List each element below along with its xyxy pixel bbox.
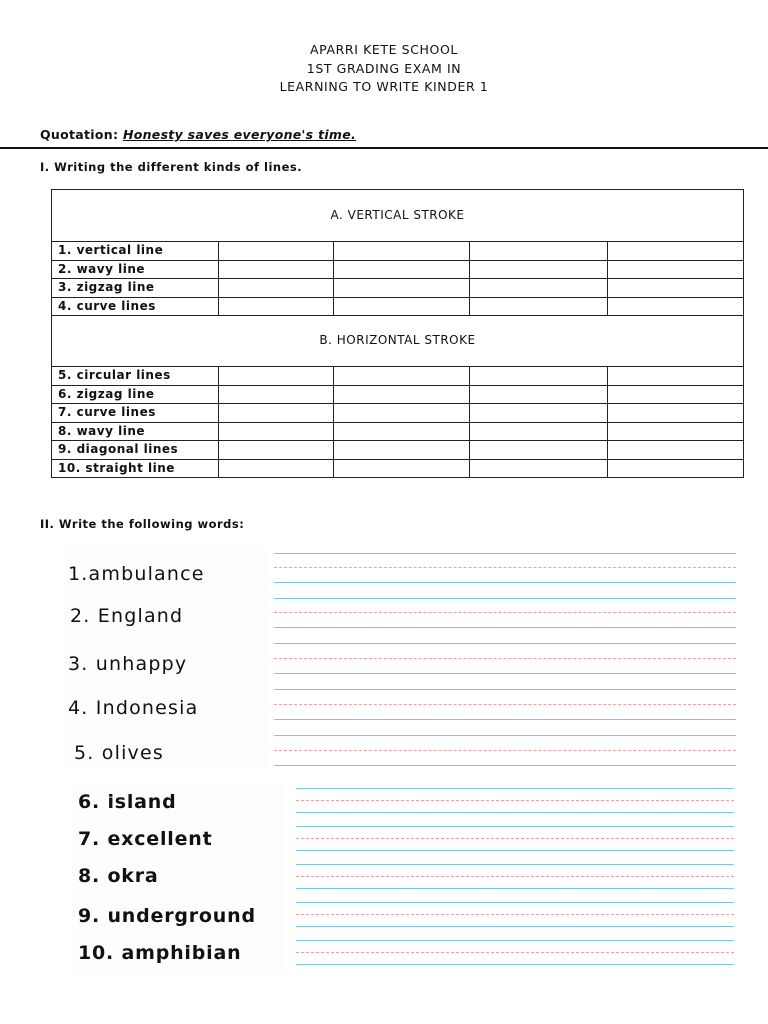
practice-cell[interactable] <box>333 367 470 386</box>
header-divider <box>0 147 768 149</box>
table-group-header <box>52 316 744 367</box>
row-label: 4. curve lines <box>52 297 219 316</box>
guide-line <box>274 765 736 766</box>
guide-line <box>274 750 736 751</box>
table-group-header <box>52 190 744 242</box>
practice-cell[interactable] <box>608 422 744 441</box>
practice-cell[interactable] <box>608 242 744 261</box>
practice-cell[interactable] <box>608 385 744 404</box>
guide-line <box>296 826 734 827</box>
practice-cell[interactable] <box>333 441 470 460</box>
row-label: 8. wavy line <box>52 422 219 441</box>
row-label: 6. zigzag line <box>52 385 219 404</box>
practice-cell[interactable] <box>218 404 333 423</box>
subject-title: LEARNING TO WRITE KINDER 1 <box>279 79 489 94</box>
row-label: 10. straight line <box>52 459 219 478</box>
practice-cell[interactable] <box>470 459 608 478</box>
exam-title: 1ST GRADING EXAM IN <box>306 60 462 76</box>
word-item: 2. England <box>70 605 184 627</box>
guide-line <box>296 926 734 927</box>
practice-cell[interactable] <box>333 297 470 316</box>
row-label: 1. vertical line <box>52 242 219 261</box>
quotation <box>40 127 356 142</box>
practice-cell[interactable] <box>218 459 333 478</box>
table-row <box>52 385 744 404</box>
practice-cell[interactable] <box>333 385 470 404</box>
practice-cell[interactable] <box>333 459 470 478</box>
practice-cell[interactable] <box>218 297 333 316</box>
practice-cell[interactable] <box>333 242 470 261</box>
guide-line <box>274 689 736 690</box>
guide-line <box>274 719 736 720</box>
row-label: 7. curve lines <box>52 404 219 423</box>
practice-cell[interactable] <box>470 422 608 441</box>
exam-header <box>0 41 768 97</box>
guide-line <box>274 627 736 628</box>
word-item: 7. excellent <box>78 828 213 850</box>
practice-cell[interactable] <box>470 404 608 423</box>
practice-cell[interactable] <box>470 367 608 386</box>
section2-title: II. Write the following words: <box>40 517 245 531</box>
guide-line <box>296 788 734 789</box>
table-row <box>52 441 744 460</box>
practice-cell[interactable] <box>333 422 470 441</box>
quotation-label: Quotation: <box>40 127 119 142</box>
word-item: 9. underground <box>78 905 256 927</box>
practice-cell[interactable] <box>470 279 608 298</box>
practice-cell[interactable] <box>218 260 333 279</box>
guide-line <box>296 850 734 851</box>
practice-cell[interactable] <box>608 441 744 460</box>
practice-cell[interactable] <box>218 441 333 460</box>
table-row <box>52 404 744 423</box>
guide-line <box>274 567 736 568</box>
table-row <box>52 279 744 298</box>
guide-line <box>296 952 734 953</box>
quotation-text: Honesty saves everyone's time. <box>122 127 357 142</box>
row-label: 3. zigzag line <box>52 279 219 298</box>
practice-cell[interactable] <box>608 459 744 478</box>
section1-title: I. Writing the different kinds of lines. <box>40 160 303 174</box>
guide-line <box>296 902 734 903</box>
practice-cell[interactable] <box>218 242 333 261</box>
table-row <box>52 367 744 386</box>
guide-line <box>296 812 734 813</box>
practice-cell[interactable] <box>470 242 608 261</box>
guide-line <box>274 643 736 644</box>
practice-cell[interactable] <box>470 385 608 404</box>
word-item: 10. amphibian <box>78 942 242 964</box>
practice-cell[interactable] <box>218 367 333 386</box>
table-row <box>52 297 744 316</box>
table-row <box>52 260 744 279</box>
table-row <box>52 459 744 478</box>
word-item: 1.ambulance <box>68 563 205 585</box>
lines-table <box>51 189 744 478</box>
guide-line <box>274 582 736 583</box>
table-row <box>52 242 744 261</box>
word-item: 6. island <box>78 791 177 813</box>
practice-cell[interactable] <box>470 297 608 316</box>
group-b-title: B. HORIZONTAL STROKE <box>52 316 744 367</box>
guide-line <box>274 598 736 599</box>
school-name: APARRI KETE SCHOOL <box>310 42 458 57</box>
word-item: 4. Indonesia <box>68 697 199 719</box>
table-row <box>52 422 744 441</box>
word-item: 8. okra <box>78 865 159 887</box>
row-label: 2. wavy line <box>52 260 219 279</box>
practice-cell[interactable] <box>608 367 744 386</box>
guide-line <box>274 658 736 659</box>
guide-line <box>274 704 736 705</box>
practice-cell[interactable] <box>218 422 333 441</box>
practice-cell[interactable] <box>333 279 470 298</box>
practice-cell[interactable] <box>333 260 470 279</box>
guide-line <box>296 800 734 801</box>
practice-cell[interactable] <box>608 404 744 423</box>
guide-line <box>296 914 734 915</box>
guide-line <box>296 964 734 965</box>
practice-cell[interactable] <box>333 404 470 423</box>
guide-line <box>296 888 734 889</box>
guide-line <box>296 940 734 941</box>
practice-cell[interactable] <box>218 279 333 298</box>
row-label: 9. diagonal lines <box>52 441 219 460</box>
practice-cell[interactable] <box>470 260 608 279</box>
practice-cell[interactable] <box>218 385 333 404</box>
word-item: 5. olives <box>74 742 164 764</box>
guide-line <box>274 553 736 554</box>
row-label: 5. circular lines <box>52 367 219 386</box>
guide-line <box>274 673 736 674</box>
guide-line <box>274 612 736 613</box>
practice-cell[interactable] <box>470 441 608 460</box>
word-item: 3. unhappy <box>68 653 188 675</box>
group-a-title: A. VERTICAL STROKE <box>52 190 744 242</box>
guide-line <box>296 876 734 877</box>
practice-cell[interactable] <box>608 260 744 279</box>
guide-line <box>296 864 734 865</box>
guide-line <box>274 735 736 736</box>
practice-cell[interactable] <box>608 279 744 298</box>
guide-line <box>296 838 734 839</box>
practice-cell[interactable] <box>608 297 744 316</box>
